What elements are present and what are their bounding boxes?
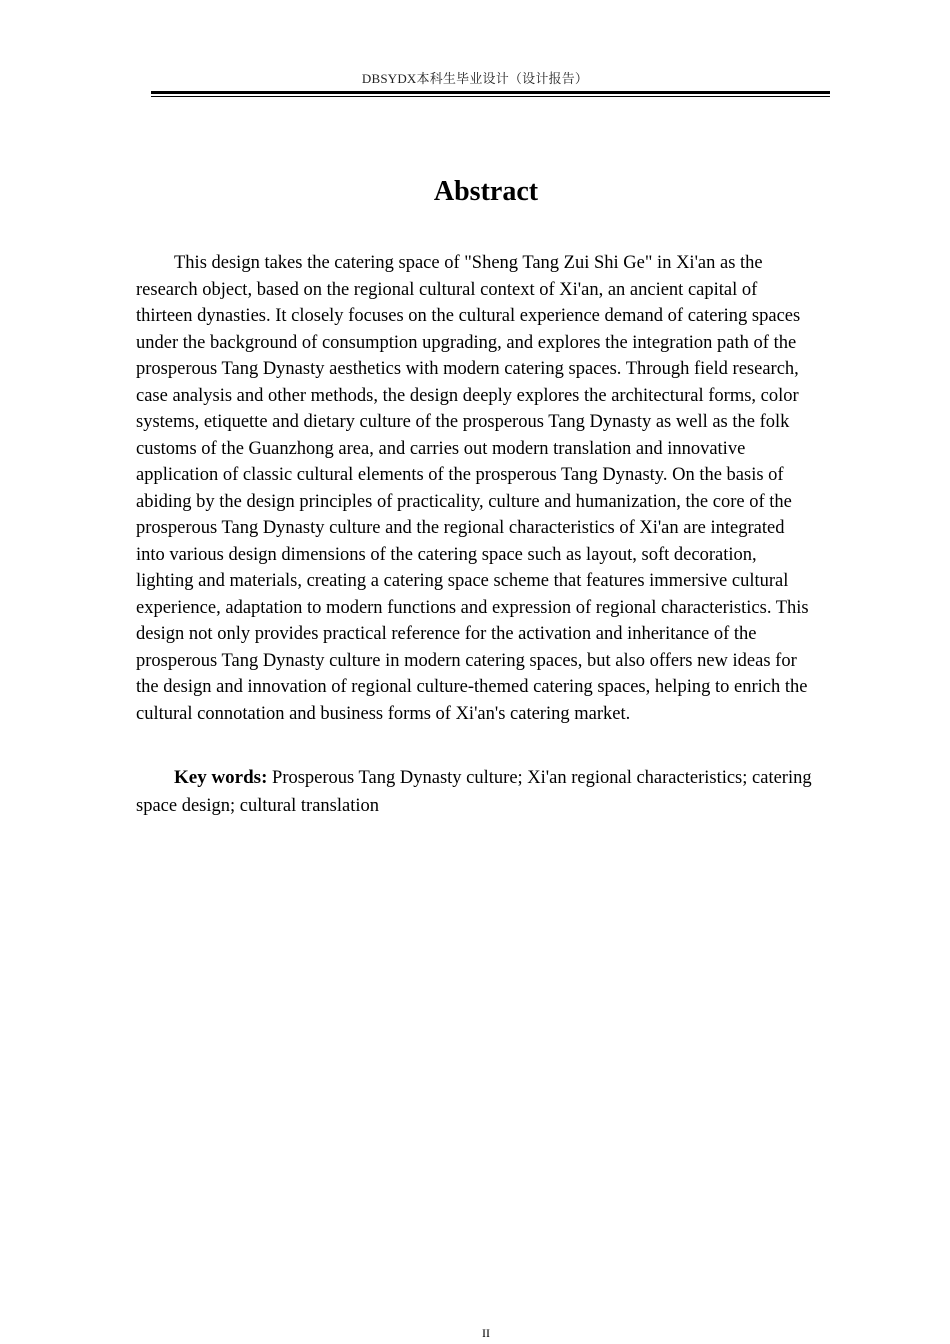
header-rule-thick [151, 91, 830, 94]
header-rule-thin [151, 96, 830, 97]
keywords-label: Key words: [174, 767, 268, 788]
keywords-paragraph [136, 764, 856, 820]
page-header: DBSYDX本科生毕业设计（设计报告） [361, 71, 589, 86]
abstract-heading: Abstract [433, 176, 539, 207]
page-number: II [482, 1326, 490, 1340]
abstract-body: This design takes the catering space of "Sheng Tang Zui Shi Ge" in Xi'an as the research object, based on the regional cultural context of Xi'an, an ancient capital of thirteen dynasties. It closely focuses on the cultural experience demand of catering spaces under the background of consumption upgrading, and explores the integration path of the prosperous Tang Dynasty aesthetics with modern catering spaces. Through field research, case analysis and other methods, the design deeply explores the architectural forms, color systems, etiquette and dietary culture of the prosperous Tang Dynasty as well as the folk customs of the Guanzhong area, and carries out modern translation and innovative application of classic cultural elements of the prosperous Tang Dynasty. On the basis of abiding by the design principles of practicality, culture and humanization, the core of the prosperous Tang Dynasty culture and the regional characteristics of Xi'an are integrated into various design dimensions of the catering space such as layout, soft decoration, lighting and materials, creating a catering space scheme that features immersive cultural experience, adaptation to modern functions and expression of regional characteristics. This design not only provides practical reference for the activation and inheritance of the prosperous Tang Dynasty culture in modern catering spaces, but also offers new ideas for the design and innovation of regional culture-themed catering spaces, helping to enrich the cultural connotation and business forms of Xi'an's catering market. [136, 253, 809, 724]
keywords-text: Prosperous Tang Dynasty culture; Xi'an regional characteristics; catering space design; cultural translation [136, 768, 812, 816]
